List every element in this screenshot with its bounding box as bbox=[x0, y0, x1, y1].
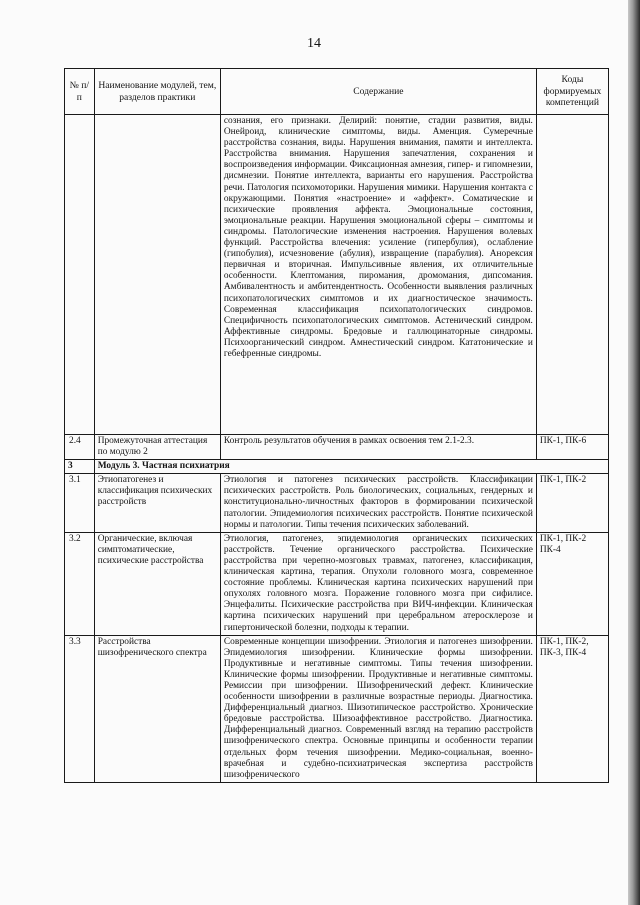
cell-codes: ПК-1, ПК-6 bbox=[536, 435, 608, 460]
cell-num: 3 bbox=[65, 460, 95, 474]
cell-content: сознания, его признаки. Делирий: понятие, стадии развития, виды. Онейроид, клинические симптомы, виды. Аменция. Сумеречные расстройства сознания, виды. Нарушения внимания, памяти и интеллекта. Расстройства внимания. Нарушения запечатления, сохранения и воспроизведения информации. Фиксационная амнезия, гипер- и гипомнезии, дисмнезии. Понятие интеллекта, варианты его нарушения. Расстройства речи. Патология психомоторики. Нарушения мимики. Нарушения контакта с окружающими. Понятия «настроение» и «аффект». Соматические и психические проявления аффекта. Эмоциональные состояния, эмоциональные реакции. Нарушения эмоциональной сферы – симптомы и синдромы. Патологические изменения настроения. Нарушения волевых функций. Расстройства влечения: усиление (гипербулия), ослабление (гипобулия), исчезновение (абулия), извращение (парабулия). Анорексия первичная и вторичная. Импульсивные явления, их отличительные особенности. Клептомания, пиромания, дромомания, дипсомания. Амбивалентность и амбитендентность. Особенности выявления различных психопатологических симптомов и их диагностическое значимость. Современная классификация психопатологических синдромов. Специфичность психопатологических симптомов. Астенический синдром. Аффективные синдромы. Бредовые и галлюцинаторные синдромы. Психоорганический синдром. Амнестический синдром. Кататонические и гебефренные синдромы. bbox=[220, 115, 536, 435]
cell-codes: ПК-1, ПК-2 ПК-4 bbox=[536, 532, 608, 635]
cell-content: Этиология, патогенез, эпидемиология органических психических расстройств. Течение органического расстройства. Психические расстройства при черепно-мозговых травмах, патогенез, классификация, клиническая картина, терапия. Опухоли головного мозга, современное состояние проблемы. Клиническая картина психических нарушений при опухолях головного мозга. Поражение головного мозга при сифилисе. Энцефалиты. Психические расстройства при ВИЧ-инфекции. Клиническая картина психических нарушений при церебральном атеросклерозе и гипертонической болезни, подходы к терапии. bbox=[220, 532, 536, 635]
cell-codes: ПК-1, ПК-2, ПК-3, ПК-4 bbox=[536, 635, 608, 782]
table-row-module-3 bbox=[65, 460, 609, 474]
page-edge-shadow bbox=[628, 0, 640, 905]
header-name: Наименование модулей, тем, разделов практики bbox=[94, 69, 220, 115]
cell-num: 3.1 bbox=[65, 474, 95, 532]
cell-content: Этиология и патогенез психических расстройств. Классификации психических расстройств. Роль биологических, социальных, гендерных и конституционально-личностных факторов в формировании психической патологии. Эпидемиология психических расстройств. Понятие психической нормы и патологии. Типы течения психических заболеваний. bbox=[220, 474, 536, 532]
cell-codes bbox=[536, 115, 608, 435]
cell-codes: ПК-1, ПК-2 bbox=[536, 474, 608, 532]
header-num: № п/п bbox=[65, 69, 95, 115]
module-title: Модуль 3. Частная психиатрия bbox=[94, 460, 608, 474]
cell-name: Промежуточная аттестация по модулю 2 bbox=[94, 435, 220, 460]
cell-name bbox=[94, 115, 220, 435]
cell-num: 3.3 bbox=[65, 635, 95, 782]
table-row-2-4 bbox=[65, 435, 609, 460]
cell-num: 3.2 bbox=[65, 532, 95, 635]
cell-content: Современные концепции шизофрении. Этиология и патогенез шизофрении. Эпидемиология шизофрении. Клинические формы шизофрении. Продуктивные и негативные симптомы. Типы течения шизофрении. Клинические формы шизофрении. Продуктивные и негативные симптомы. Ремиссии при шизофрении. Шизофренический дефект. Клинические особенности шизофрении в различные возрастные периоды. Диагностика. Дифференциальный диагноз. Шизотипическое расстройство. Хронические бредовые расстройства. Шизоаффективное расстройство. Диагностика. Дифференциальный диагноз. Современный взгляд на терапию расстройств шизофренического спектра. Основные принципы и особенности терапии отдельных форм течения шизофрении. Медико-социальная, военно-врачебная и судебно-психиатрическая экспертиза расстройств шизофренического bbox=[220, 635, 536, 782]
cell-num bbox=[65, 115, 95, 435]
cell-content: Контроль результатов обучения в рамках освоения тем 2.1-2.3. bbox=[220, 435, 536, 460]
curriculum-table bbox=[64, 68, 609, 783]
cell-name: Расстройства шизофренического спектра bbox=[94, 635, 220, 782]
page-number: 14 bbox=[307, 36, 321, 51]
table-row-3-2 bbox=[65, 532, 609, 635]
table-row-3-3 bbox=[65, 635, 609, 782]
cell-name: Органические, включая симптоматические, психические расстройства bbox=[94, 532, 220, 635]
table-header-row bbox=[65, 69, 609, 115]
header-codes: Коды формируемых компетенций bbox=[536, 69, 608, 115]
cell-num: 2.4 bbox=[65, 435, 95, 460]
header-content: Содержание bbox=[220, 69, 536, 115]
cell-name: Этиопатогенез и классификация психических расстройств bbox=[94, 474, 220, 532]
table-row-3-1 bbox=[65, 474, 609, 532]
table-row-continuation bbox=[65, 115, 609, 435]
